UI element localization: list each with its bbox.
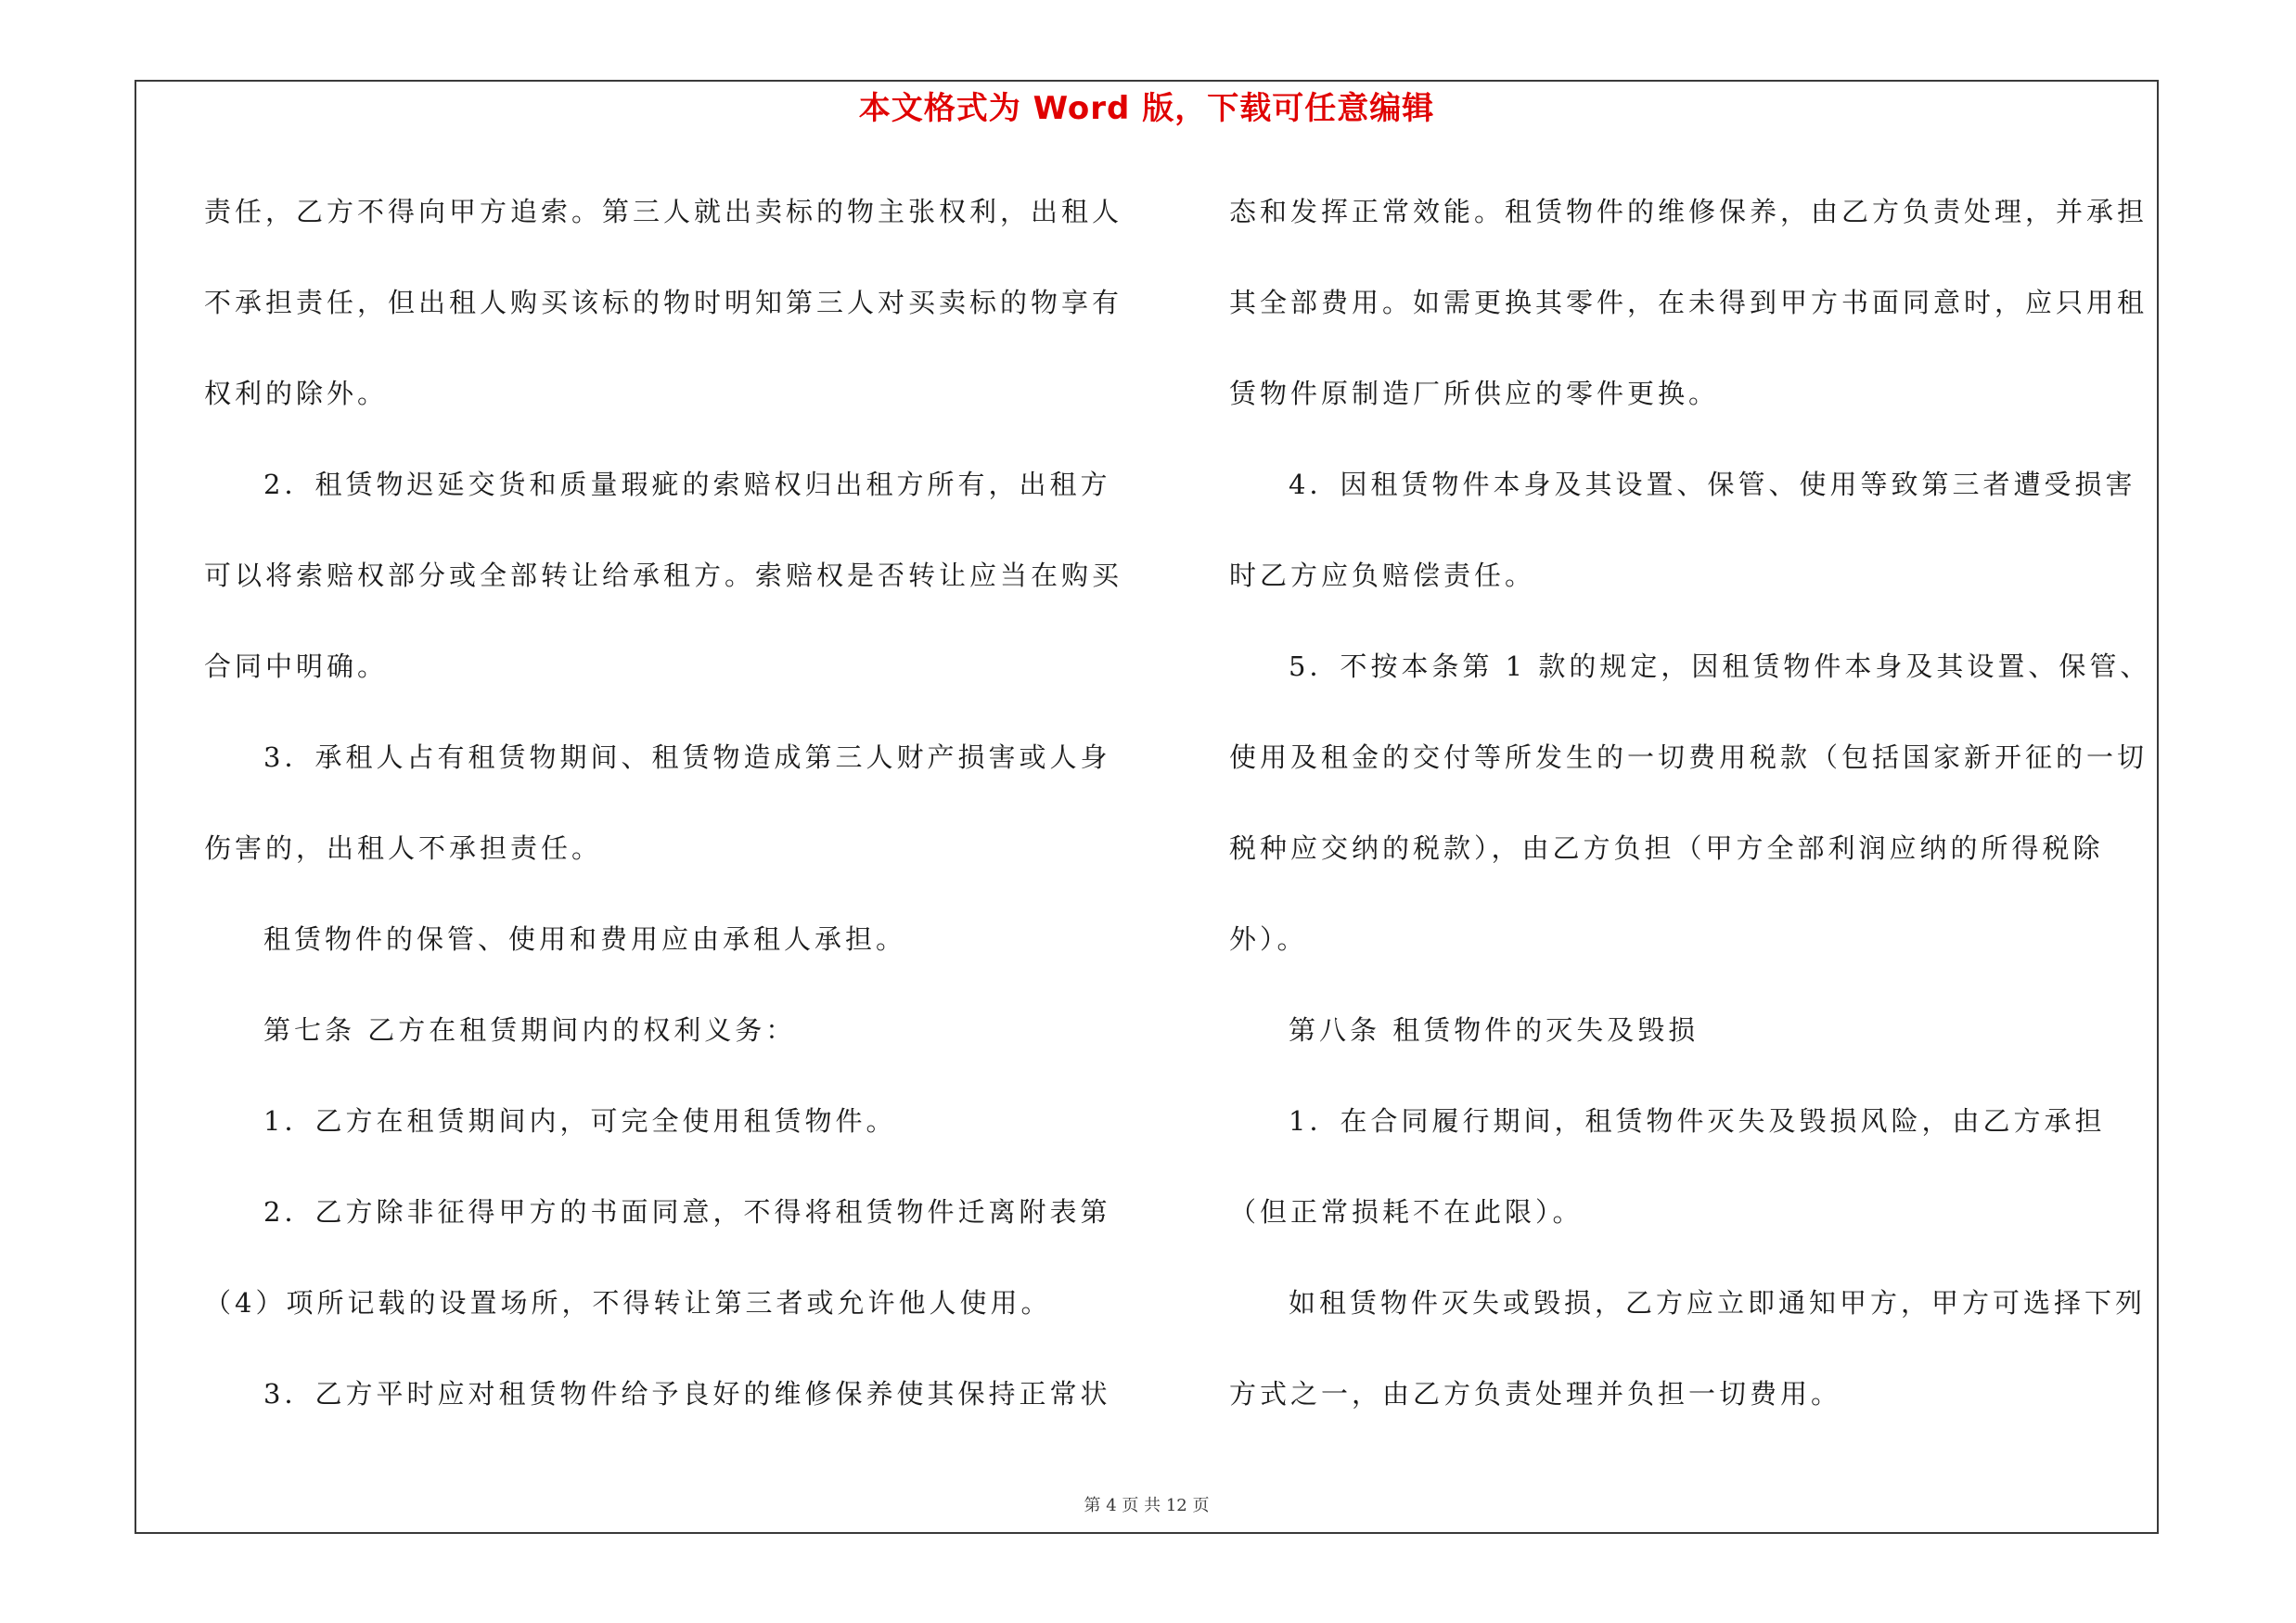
text-line: 时乙方应负赔偿责任。	[1229, 560, 1536, 591]
text-line: 权利的除外。	[204, 378, 389, 409]
text-line: 外）。	[1229, 923, 1308, 955]
text-line: 不承担责任，但出租人购买该标的物时明知第三人对买卖标的物享有	[204, 287, 1123, 318]
text-line: 态和发挥正常效能。租赁物件的维修保养，由乙方负责处理，并承担	[1229, 196, 2148, 227]
text-line: 税种应交纳的税款），由乙方负担（甲方全部利润应纳的所得税除	[1229, 832, 2104, 864]
text-line: 如租赁物件灭失或毁损，乙方应立即通知甲方，甲方可选择下列	[1289, 1287, 2147, 1319]
page-number-footer: 第 4 页 共 12 页	[1084, 1496, 1210, 1515]
text-line: 责任，乙方不得向甲方追索。第三人就出卖标的物主张权利，出租人	[204, 196, 1123, 227]
text-line: 第七条 乙方在租赁期间内的权利义务：	[263, 1014, 797, 1046]
text-line: 其全部费用。如需更换其零件，在未得到甲方书面同意时，应只用租	[1229, 287, 2148, 318]
text-line: （4）项所记载的设置场所，不得转让第三者或允许他人使用。	[204, 1287, 1052, 1319]
text-line: 租赁物件的保管、使用和费用应由承租人承担。	[263, 923, 907, 955]
right-text-column	[1229, 184, 2157, 1457]
text-line: 合同中明确。	[204, 650, 389, 682]
text-line: 3．承租人占有租赁物期间、租赁物造成第三人财产损害或人身	[263, 741, 1111, 773]
text-line: 方式之一，由乙方负责处理并负担一切费用。	[1229, 1378, 1842, 1410]
text-line: 使用及租金的交付等所发生的一切费用税款（包括国家新开征的一切	[1229, 741, 2148, 773]
left-text-column	[204, 184, 1132, 1457]
text-line: 2．租赁物迟延交货和质量瑕疵的索赔权归出租方所有，出租方	[263, 469, 1111, 500]
text-line: 1．乙方在租赁期间内，可完全使用租赁物件。	[263, 1105, 897, 1137]
header-banner: 本文格式为 Word 版，下载可任意编辑	[858, 90, 1435, 127]
text-line: 伤害的，出租人不承担责任。	[204, 832, 603, 864]
text-line: 可以将索赔权部分或全部转让给承租方。索赔权是否转让应当在购买	[204, 560, 1123, 591]
text-line: 3．乙方平时应对租赁物件给予良好的维修保养使其保持正常状	[263, 1378, 1111, 1410]
text-line: 5．不按本条第 1 款的规定，因租赁物件本身及其设置、保管、	[1289, 650, 2151, 682]
text-line: 第八条 租赁物件的灭失及毁损	[1289, 1014, 1700, 1046]
text-line: 1．在合同履行期间，租赁物件灭失及毁损风险，由乙方承担	[1289, 1105, 2106, 1137]
text-line: （但正常损耗不在此限）。	[1229, 1196, 1584, 1228]
text-line: 4．因租赁物件本身及其设置、保管、使用等致第三者遭受损害	[1289, 469, 2136, 500]
text-line: 2．乙方除非征得甲方的书面同意，不得将租赁物件迁离附表第	[263, 1196, 1111, 1228]
text-line: 赁物件原制造厂所供应的零件更换。	[1229, 378, 1720, 409]
